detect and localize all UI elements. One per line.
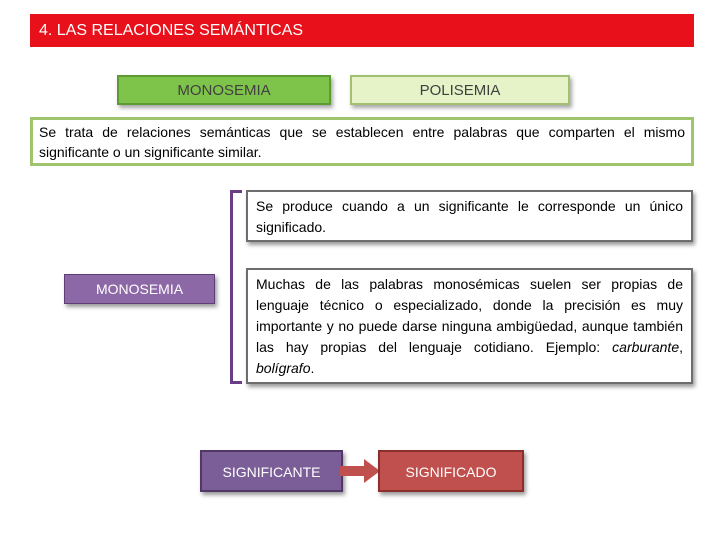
- monosemia-point-2: [246, 268, 693, 384]
- tab-monosemia[interactable]: MONOSEMIA: [117, 75, 331, 105]
- monosemia-label: MONOSEMIA: [64, 274, 215, 304]
- bracket-connector: [230, 190, 242, 384]
- significado-node: SIGNIFICADO: [378, 450, 524, 492]
- significante-node: SIGNIFICANTE: [200, 450, 343, 492]
- definition-box: Se trata de relaciones semánticas que se establecen entre palabras que comparten el mismo significante o un significante similar.: [30, 117, 694, 166]
- monosemia-point-1: Se produce cuando a un significante le corresponde un único significado.: [246, 190, 693, 242]
- right-arrow-icon: [340, 459, 380, 483]
- example-separator: ,: [679, 339, 683, 355]
- tab-polisemia[interactable]: POLISEMIA: [350, 75, 570, 105]
- page-title: 4. LAS RELACIONES SEMÁNTICAS: [30, 14, 694, 47]
- example-end: .: [310, 360, 315, 376]
- monosemia-point-2-text: Muchas de las palabras monosémicas suelen ser propias de lenguaje técnico o especializado, donde la precisión es muy importante y no puede darse ninguna ambigüedad, aunque también las hay propias del lenguaje cotidiano. Ejemplo:: [256, 276, 683, 355]
- example-carburante: carburante: [612, 339, 680, 355]
- example-boligrafo: bolígrafo: [256, 360, 311, 376]
